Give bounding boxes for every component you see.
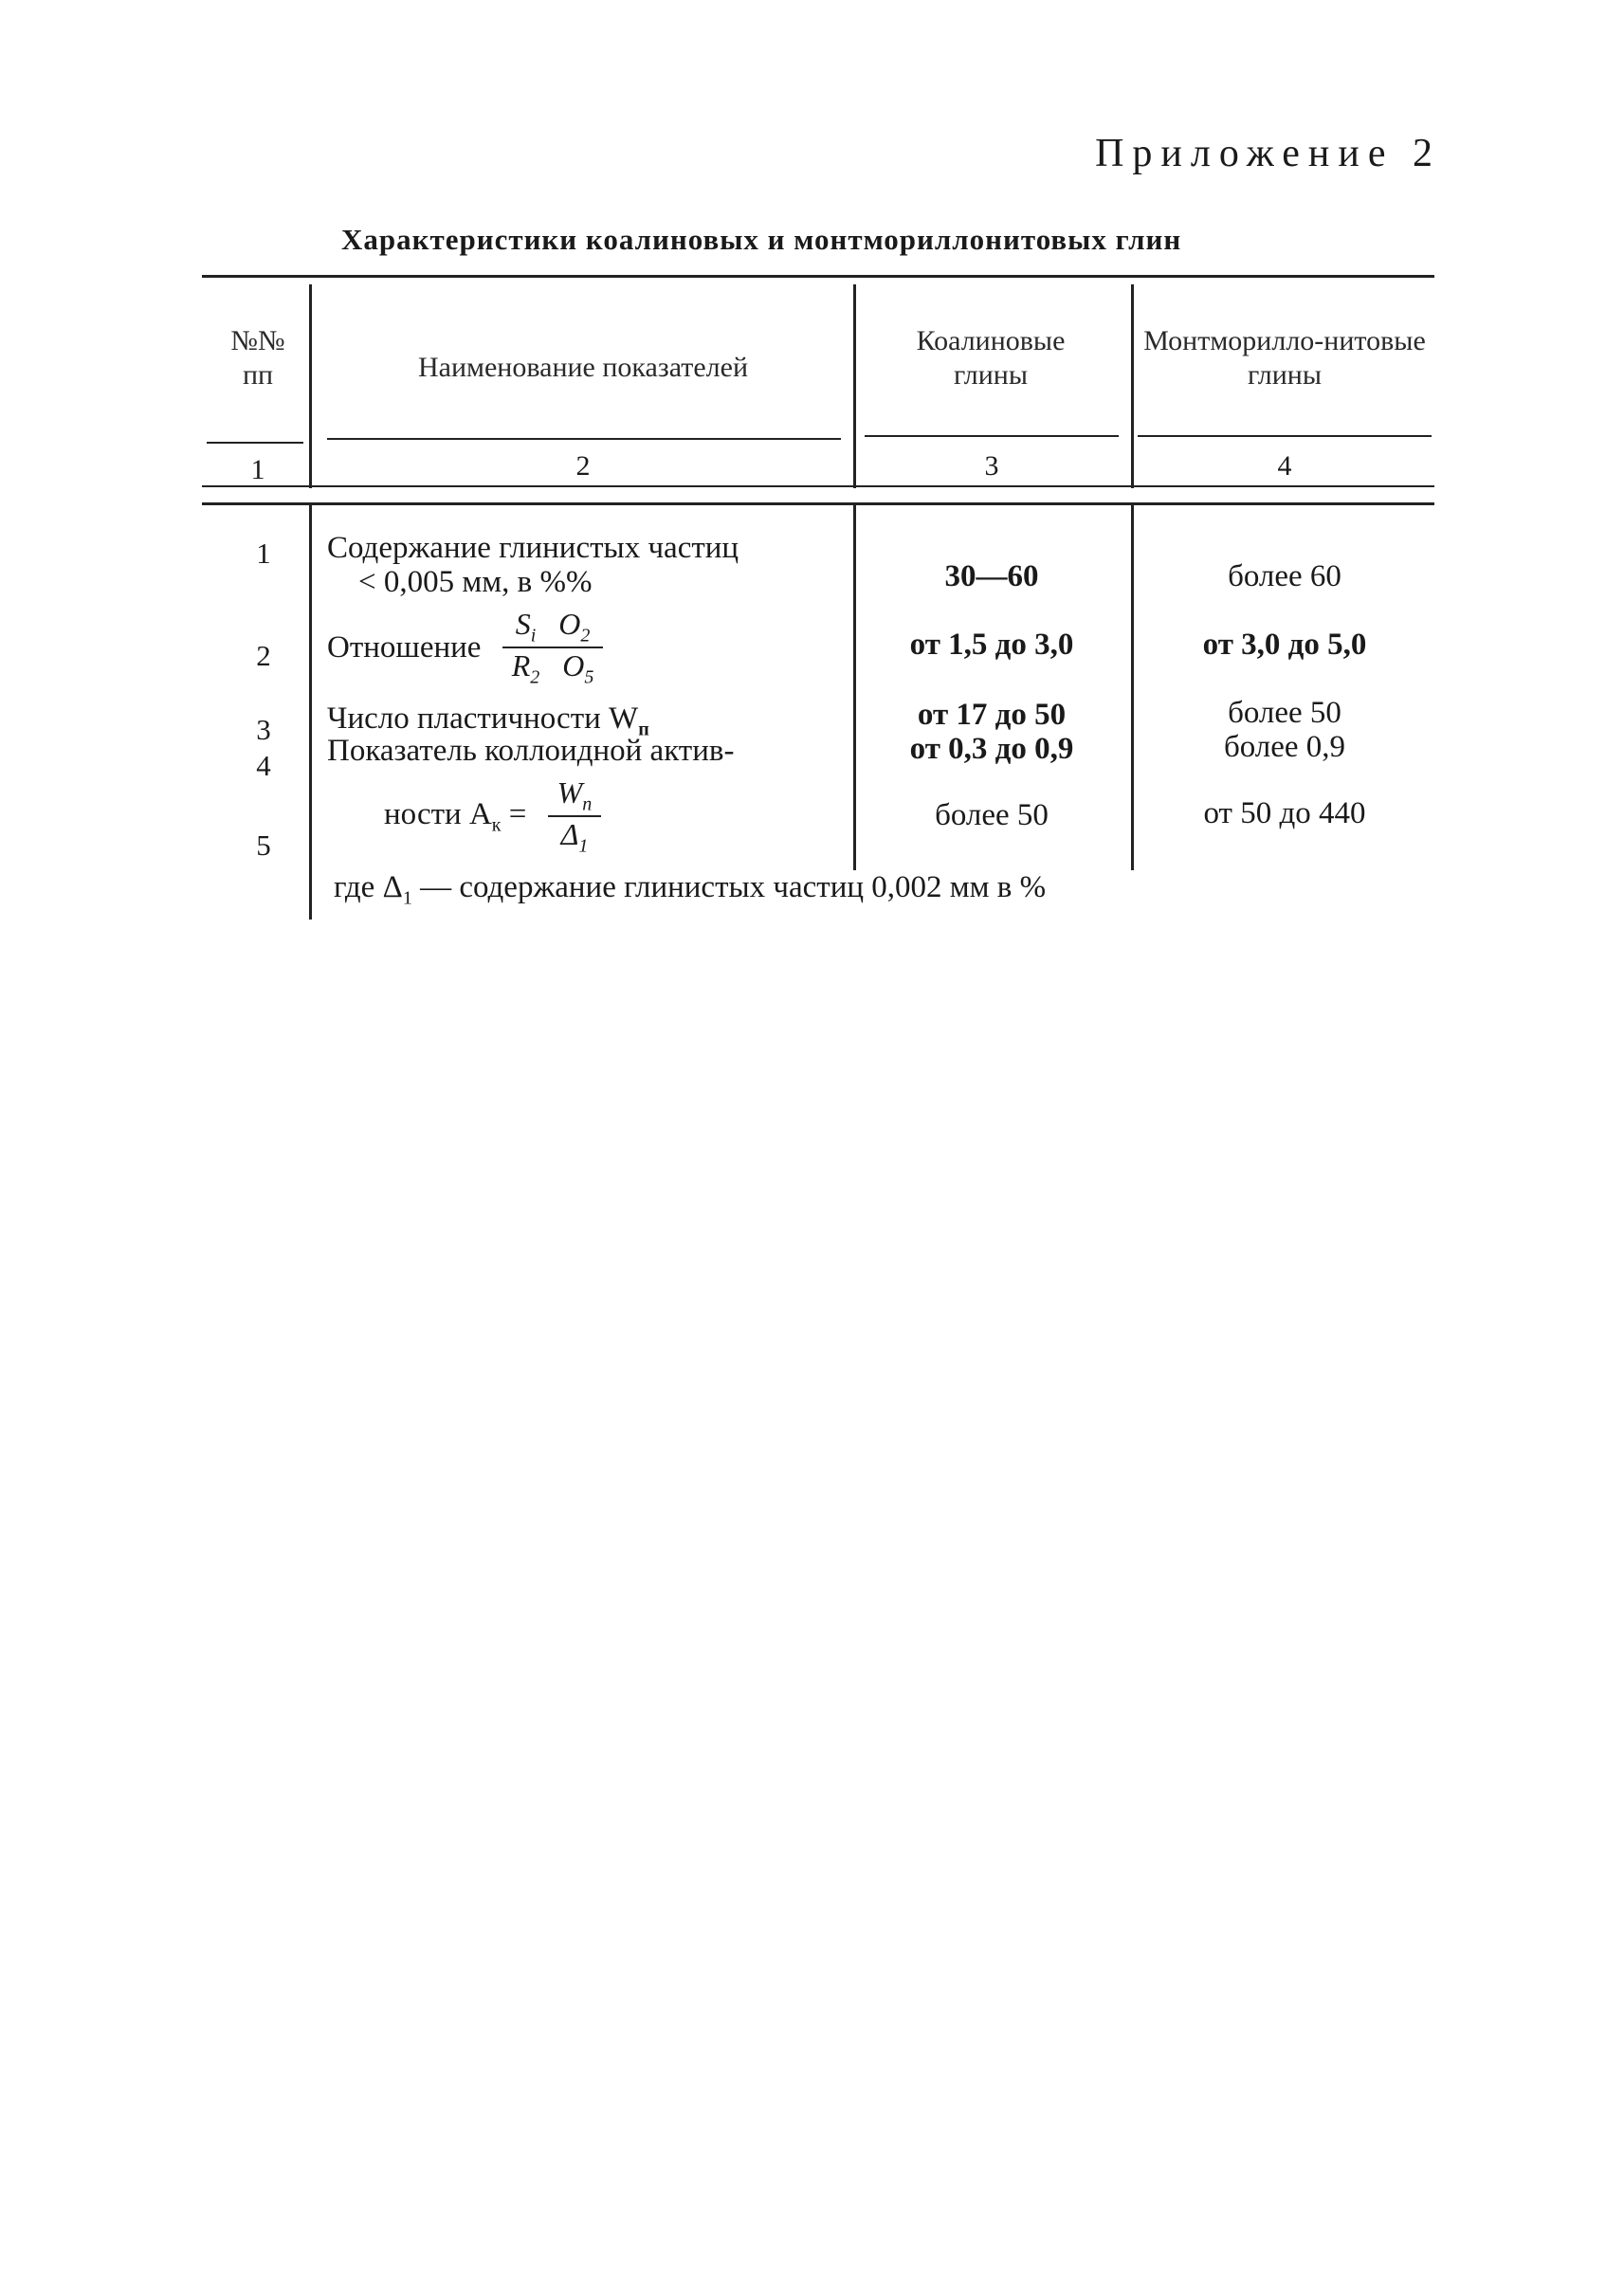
row-3-name: Число пластичности $W_п$	[327, 701, 649, 740]
row-3-montmorillonite: более 50	[1228, 696, 1341, 730]
row-3-number: 3	[256, 713, 271, 746]
colnum-2: 2	[575, 450, 591, 482]
appendix-label: Приложение 2	[1095, 132, 1441, 175]
header-number: №№ пп	[230, 325, 285, 391]
col-divider-1	[309, 284, 312, 488]
row-2-ratio-fraction: $\frac{S_i O_2}{R_2 O_5}$	[502, 607, 604, 689]
col-divider-3	[1131, 284, 1134, 488]
header-rule-col4	[1138, 435, 1432, 437]
col-divider-1-body	[309, 502, 312, 920]
header-indicator-name: Наименование показателей	[417, 352, 749, 383]
col-divider-2-body	[853, 502, 856, 870]
row-2-kaolin: от 1,5 до 3,0	[909, 628, 1074, 662]
row-4-number: 4	[256, 749, 271, 782]
colnum-rule	[202, 485, 1434, 487]
header-rule-col1	[207, 442, 303, 444]
header-rule-col2	[327, 438, 841, 440]
table-footnote: где $\Delta_1$ — содержание глинистых частиц 0,002 мм в %	[334, 870, 1047, 909]
row-5-number: 5	[256, 829, 271, 862]
table-title: Характеристики коалиновых и монтмориллонитовых глин	[341, 223, 1182, 256]
colnum-4: 4	[1277, 450, 1292, 482]
row-2-number: 2	[256, 639, 271, 672]
row-2-montmorillonite: от 3,0 до 5,0	[1202, 628, 1367, 662]
col-divider-2	[853, 284, 856, 488]
row-5-montmorillonite: от 50 до 440	[1203, 796, 1366, 830]
row-1-number: 1	[256, 537, 271, 570]
row-3-kaolin: от 17 до 50	[917, 698, 1067, 732]
row-5-kaolin: более 50	[935, 798, 1049, 832]
colnum-1: 1	[250, 454, 265, 485]
top-rule	[202, 275, 1434, 278]
header-kaolin: Коалиновые глины	[916, 325, 1066, 391]
col-divider-3-body	[1131, 502, 1134, 870]
row-4-kaolin: от 0,3 до 0,9	[909, 732, 1074, 766]
header-montmorillonite: Монтморилло-нитовые глины	[1143, 325, 1426, 391]
row-1-name-line1: Содержание глинистых частиц	[327, 531, 739, 565]
header-rule-col3	[865, 435, 1119, 437]
row-2-name: Отношение $\frac{S_i O_2}{R_2 O_5}$	[327, 607, 603, 689]
row-4-name: Показатель коллоидной актив-	[327, 734, 735, 768]
body-rule	[202, 502, 1434, 505]
colnum-3: 3	[984, 450, 999, 482]
row-1-montmorillonite: более 60	[1228, 559, 1341, 593]
row-1-name-line2: < 0,005 мм, в %%	[358, 565, 593, 599]
row-5-activity-fraction: $\frac{W_п}{\Delta_1}$	[548, 775, 602, 858]
row-1-kaolin: 30—60	[944, 559, 1039, 593]
row-4-montmorillonite: более 0,9	[1223, 730, 1346, 764]
row-5-name: ности $A_к$ = $\frac{W_п}{\Delta_1}$	[384, 775, 601, 858]
